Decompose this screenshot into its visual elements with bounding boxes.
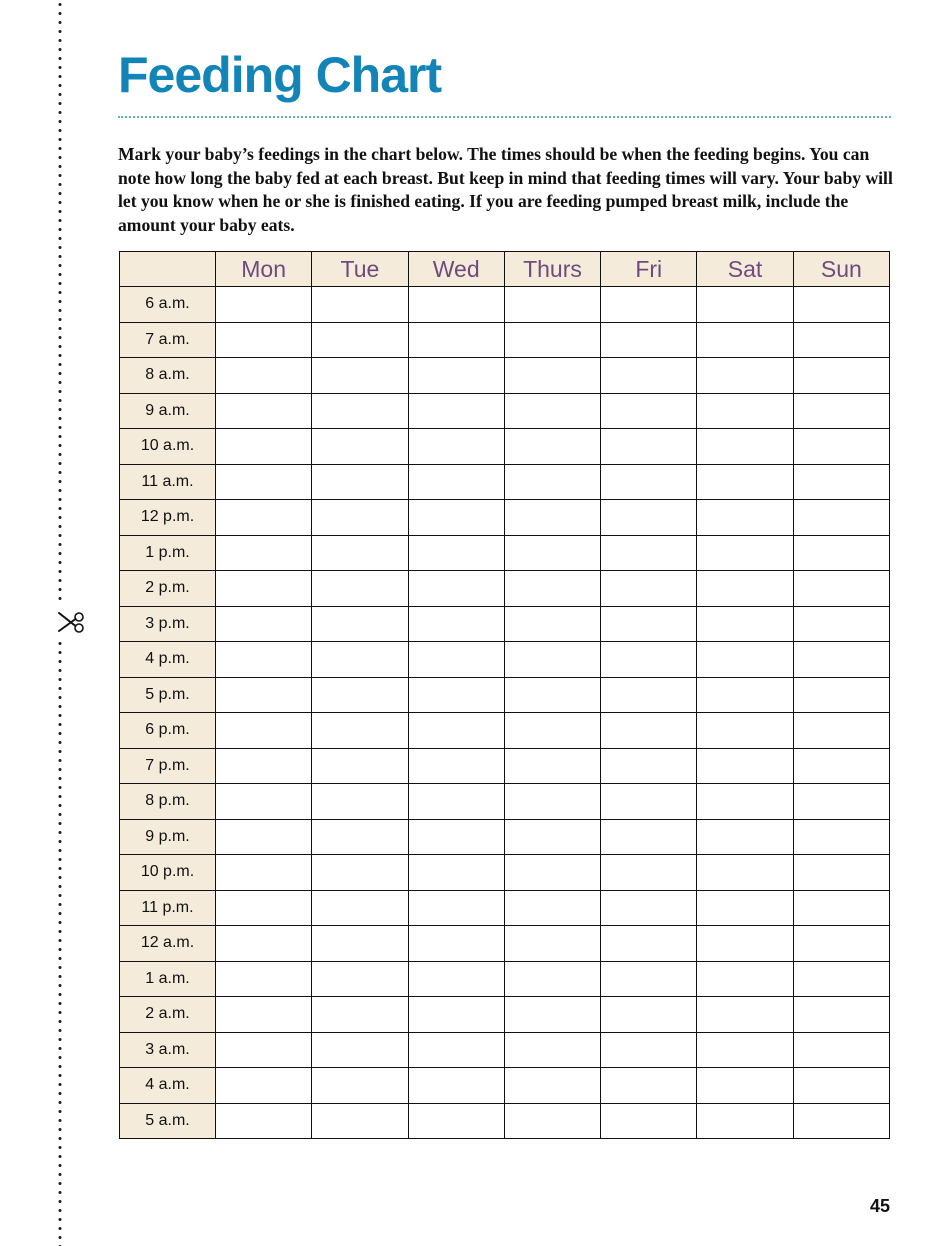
feeding-entry-cell[interactable] [312,535,408,571]
feeding-entry-cell[interactable] [312,819,408,855]
day-header: Thurs [504,252,600,287]
time-label: 6 a.m. [120,287,216,323]
feeding-entry-cell[interactable] [216,748,312,784]
table-row [120,677,890,713]
feeding-entry-cell[interactable] [408,997,504,1033]
day-header: Mon [216,252,312,287]
feeding-entry-cell[interactable] [601,393,697,429]
feeding-entry-cell[interactable] [793,642,889,678]
time-label: 9 p.m. [120,819,216,855]
feeding-entry-cell[interactable] [408,500,504,536]
table-row [120,1032,890,1068]
feeding-entry-cell[interactable] [216,997,312,1033]
time-label: 11 a.m. [120,464,216,500]
feeding-entry-cell[interactable] [408,535,504,571]
feeding-entry-cell[interactable] [408,713,504,749]
feeding-entry-cell[interactable] [601,890,697,926]
feeding-entry-cell[interactable] [793,287,889,323]
time-label: 6 p.m. [120,713,216,749]
table-row [120,713,890,749]
table-row [120,500,890,536]
feeding-entry-cell[interactable] [601,571,697,607]
time-label: 4 a.m. [120,1068,216,1104]
feeding-entry-cell[interactable] [408,1103,504,1139]
feeding-entry-cell[interactable] [697,748,793,784]
feeding-entry-cell[interactable] [408,287,504,323]
feeding-entry-cell[interactable] [793,322,889,358]
time-label: 8 p.m. [120,784,216,820]
feeding-entry-cell[interactable] [408,926,504,962]
time-label: 5 a.m. [120,1103,216,1139]
time-label: 9 a.m. [120,393,216,429]
feeding-entry-cell[interactable] [216,642,312,678]
table-row [120,890,890,926]
feeding-entry-cell[interactable] [312,358,408,394]
table-row [120,322,890,358]
feeding-entry-cell[interactable] [216,1032,312,1068]
feeding-entry-cell[interactable] [504,500,600,536]
day-header: Sun [793,252,889,287]
day-header-row [120,252,890,287]
feeding-entry-cell[interactable] [504,713,600,749]
table-row [120,961,890,997]
feeding-entry-cell[interactable] [312,287,408,323]
feeding-entry-cell[interactable] [216,926,312,962]
scissors-icon [51,606,87,638]
feeding-entry-cell[interactable] [793,713,889,749]
feeding-entry-cell[interactable] [504,997,600,1033]
table-row [120,535,890,571]
feeding-entry-cell[interactable] [216,1103,312,1139]
feeding-entry-cell[interactable] [601,997,697,1033]
time-label: 1 p.m. [120,535,216,571]
time-label: 5 p.m. [120,677,216,713]
page-title: Feeding Chart [118,47,442,103]
table-row [120,748,890,784]
feeding-entry-cell[interactable] [216,784,312,820]
feeding-entry-cell[interactable] [697,819,793,855]
feeding-entry-cell[interactable] [697,606,793,642]
feeding-entry-cell[interactable] [408,961,504,997]
feeding-entry-cell[interactable] [697,713,793,749]
feeding-entry-cell[interactable] [697,677,793,713]
feeding-entry-cell[interactable] [216,713,312,749]
time-label: 3 a.m. [120,1032,216,1068]
feeding-entry-cell[interactable] [697,535,793,571]
feeding-entry-cell[interactable] [408,322,504,358]
feeding-entry-cell[interactable] [216,961,312,997]
feeding-entry-cell[interactable] [504,393,600,429]
feeding-entry-cell[interactable] [504,464,600,500]
feeding-entry-cell[interactable] [408,890,504,926]
feeding-entry-cell[interactable] [504,1103,600,1139]
feeding-entry-cell[interactable] [793,500,889,536]
feeding-entry-cell[interactable] [793,606,889,642]
feeding-entry-cell[interactable] [697,890,793,926]
feeding-entry-cell[interactable] [697,393,793,429]
time-label: 7 p.m. [120,748,216,784]
feeding-entry-cell[interactable] [312,1032,408,1068]
feeding-entry-cell[interactable] [408,571,504,607]
table-row [120,464,890,500]
feeding-entry-cell[interactable] [408,393,504,429]
feeding-entry-cell[interactable] [793,1103,889,1139]
feeding-entry-cell[interactable] [408,606,504,642]
time-label: 2 p.m. [120,571,216,607]
feeding-entry-cell[interactable] [601,713,697,749]
feeding-entry-cell[interactable] [697,1032,793,1068]
page-number: 45 [869,1196,890,1216]
feeding-entry-cell[interactable] [216,819,312,855]
feeding-entry-cell[interactable] [504,322,600,358]
feeding-entry-cell[interactable] [312,855,408,891]
feeding-entry-cell[interactable] [312,748,408,784]
feeding-entry-cell[interactable] [504,1068,600,1104]
feeding-entry-cell[interactable] [216,464,312,500]
feeding-entry-cell[interactable] [601,1103,697,1139]
feeding-entry-cell[interactable] [216,1068,312,1104]
feeding-entry-cell[interactable] [793,748,889,784]
feeding-entry-cell[interactable] [793,855,889,891]
feeding-entry-cell[interactable] [697,784,793,820]
day-header: Fri [601,252,697,287]
table-row [120,784,890,820]
feeding-entry-cell[interactable] [408,429,504,465]
feeding-entry-cell[interactable] [312,500,408,536]
feeding-entry-cell[interactable] [601,429,697,465]
feeding-entry-cell[interactable] [216,429,312,465]
feeding-entry-cell[interactable] [601,358,697,394]
table-row [120,926,890,962]
feeding-entry-cell[interactable] [312,784,408,820]
feeding-entry-cell[interactable] [408,855,504,891]
table-row [120,997,890,1033]
feeding-entry-cell[interactable] [697,642,793,678]
day-header: Wed [408,252,504,287]
feeding-entry-cell[interactable] [697,287,793,323]
time-label: 2 a.m. [120,997,216,1033]
feeding-entry-cell[interactable] [697,926,793,962]
day-header: Tue [312,252,408,287]
time-label: 1 a.m. [120,961,216,997]
feeding-entry-cell[interactable] [408,642,504,678]
feeding-entry-cell[interactable] [601,1032,697,1068]
feeding-entry-cell[interactable] [312,1103,408,1139]
feeding-entry-cell[interactable] [312,571,408,607]
feeding-entry-cell[interactable] [793,926,889,962]
feeding-entry-cell[interactable] [601,464,697,500]
feeding-entry-cell[interactable] [504,606,600,642]
feeding-entry-cell[interactable] [793,535,889,571]
time-label: 12 p.m. [120,500,216,536]
feeding-entry-cell[interactable] [216,535,312,571]
table-row [120,642,890,678]
feeding-entry-cell[interactable] [601,535,697,571]
table-row [120,606,890,642]
feeding-entry-cell[interactable] [408,677,504,713]
time-label: 8 a.m. [120,358,216,394]
feeding-entry-cell[interactable] [793,784,889,820]
feeding-entry-cell[interactable] [312,890,408,926]
feeding-entry-cell[interactable] [216,393,312,429]
time-label: 10 a.m. [120,429,216,465]
feeding-entry-cell[interactable] [504,1032,600,1068]
time-label: 12 a.m. [120,926,216,962]
feeding-entry-cell[interactable] [408,464,504,500]
feeding-entry-cell[interactable] [312,677,408,713]
feeding-entry-cell[interactable] [312,926,408,962]
feeding-entry-cell[interactable] [504,926,600,962]
feeding-entry-cell[interactable] [793,677,889,713]
feeding-entry-cell[interactable] [793,997,889,1033]
feeding-entry-cell[interactable] [408,1068,504,1104]
feeding-entry-cell[interactable] [408,748,504,784]
feeding-entry-cell[interactable] [601,606,697,642]
feeding-entry-cell[interactable] [697,322,793,358]
table-row [120,855,890,891]
feeding-entry-cell[interactable] [408,819,504,855]
feeding-entry-cell[interactable] [216,322,312,358]
instructions-text: Mark your baby’s feedings in the chart below. The times should be when the feeding begins. You can note how long the baby fed at each breast. But keep in mind that feeding times will vary. Your baby will let you know when he or she is finished eating. If you are feeding pumped breast milk, include the amount your baby eats. [118,144,893,236]
feeding-entry-cell[interactable] [793,1032,889,1068]
feeding-entry-cell[interactable] [793,429,889,465]
feeding-entry-cell[interactable] [601,784,697,820]
feeding-entry-cell[interactable] [504,677,600,713]
feeding-entry-cell[interactable] [504,571,600,607]
time-label: 11 p.m. [120,890,216,926]
time-label: 7 a.m. [120,322,216,358]
feeding-entry-cell[interactable] [312,1068,408,1104]
feeding-entry-cell[interactable] [601,677,697,713]
feeding-entry-cell[interactable] [697,961,793,997]
feeding-entry-cell[interactable] [601,819,697,855]
corner-cell [120,252,216,287]
feeding-entry-cell[interactable] [504,819,600,855]
feeding-entry-cell[interactable] [793,393,889,429]
day-header: Sat [697,252,793,287]
feeding-entry-cell[interactable] [601,748,697,784]
feeding-entry-cell[interactable] [504,429,600,465]
feeding-entry-cell[interactable] [601,855,697,891]
feeding-entry-cell[interactable] [312,464,408,500]
table-row [120,1068,890,1104]
feeding-entry-cell[interactable] [793,890,889,926]
feeding-entry-cell[interactable] [216,571,312,607]
feeding-entry-cell[interactable] [697,571,793,607]
feeding-entry-cell[interactable] [408,1032,504,1068]
feeding-entry-cell[interactable] [312,429,408,465]
feeding-entry-cell[interactable] [216,677,312,713]
table-row [120,358,890,394]
feeding-entry-cell[interactable] [793,1068,889,1104]
feeding-entry-cell[interactable] [216,606,312,642]
time-label: 3 p.m. [120,606,216,642]
table-row [120,1103,890,1139]
feeding-entry-cell[interactable] [793,358,889,394]
feeding-entry-cell[interactable] [601,642,697,678]
feeding-entry-cell[interactable] [504,855,600,891]
table-row [120,571,890,607]
feeding-entry-cell[interactable] [216,358,312,394]
feeding-entry-cell[interactable] [312,961,408,997]
table-row [120,393,890,429]
feeding-entry-cell[interactable] [697,429,793,465]
feeding-entry-cell[interactable] [504,535,600,571]
title-divider [118,116,891,118]
time-label: 10 p.m. [120,855,216,891]
feeding-entry-cell[interactable] [408,784,504,820]
feeding-chart-table [119,251,890,1139]
feeding-entry-cell[interactable] [216,855,312,891]
feeding-entry-cell[interactable] [504,784,600,820]
feeding-entry-cell[interactable] [697,464,793,500]
feeding-entry-cell[interactable] [216,500,312,536]
feeding-entry-cell[interactable] [601,961,697,997]
feeding-entry-cell[interactable] [312,606,408,642]
feeding-entry-cell[interactable] [216,287,312,323]
feeding-entry-cell[interactable] [793,819,889,855]
feeding-entry-cell[interactable] [601,1068,697,1104]
feeding-entry-cell[interactable] [312,322,408,358]
feeding-entry-cell[interactable] [793,571,889,607]
feeding-entry-cell[interactable] [312,642,408,678]
table-row [120,819,890,855]
feeding-entry-cell[interactable] [216,890,312,926]
feeding-entry-cell[interactable] [793,961,889,997]
feeding-entry-cell[interactable] [697,1068,793,1104]
feeding-entry-cell[interactable] [601,287,697,323]
feeding-entry-cell[interactable] [504,642,600,678]
feeding-entry-cell[interactable] [697,358,793,394]
time-label: 4 p.m. [120,642,216,678]
feeding-entry-cell[interactable] [408,358,504,394]
table-row [120,287,890,323]
feeding-entry-cell[interactable] [504,358,600,394]
feeding-entry-cell[interactable] [312,997,408,1033]
feeding-entry-cell[interactable] [601,926,697,962]
table-row [120,429,890,465]
feeding-entry-cell[interactable] [601,322,697,358]
feeding-entry-cell[interactable] [504,961,600,997]
feeding-entry-cell[interactable] [504,287,600,323]
feeding-entry-cell[interactable] [697,997,793,1033]
feeding-entry-cell[interactable] [312,713,408,749]
feeding-entry-cell[interactable] [697,1103,793,1139]
feeding-entry-cell[interactable] [312,393,408,429]
feeding-entry-cell[interactable] [793,464,889,500]
feeding-entry-cell[interactable] [697,855,793,891]
feeding-entry-cell[interactable] [504,748,600,784]
feeding-entry-cell[interactable] [504,890,600,926]
feeding-entry-cell[interactable] [601,500,697,536]
feeding-entry-cell[interactable] [697,500,793,536]
